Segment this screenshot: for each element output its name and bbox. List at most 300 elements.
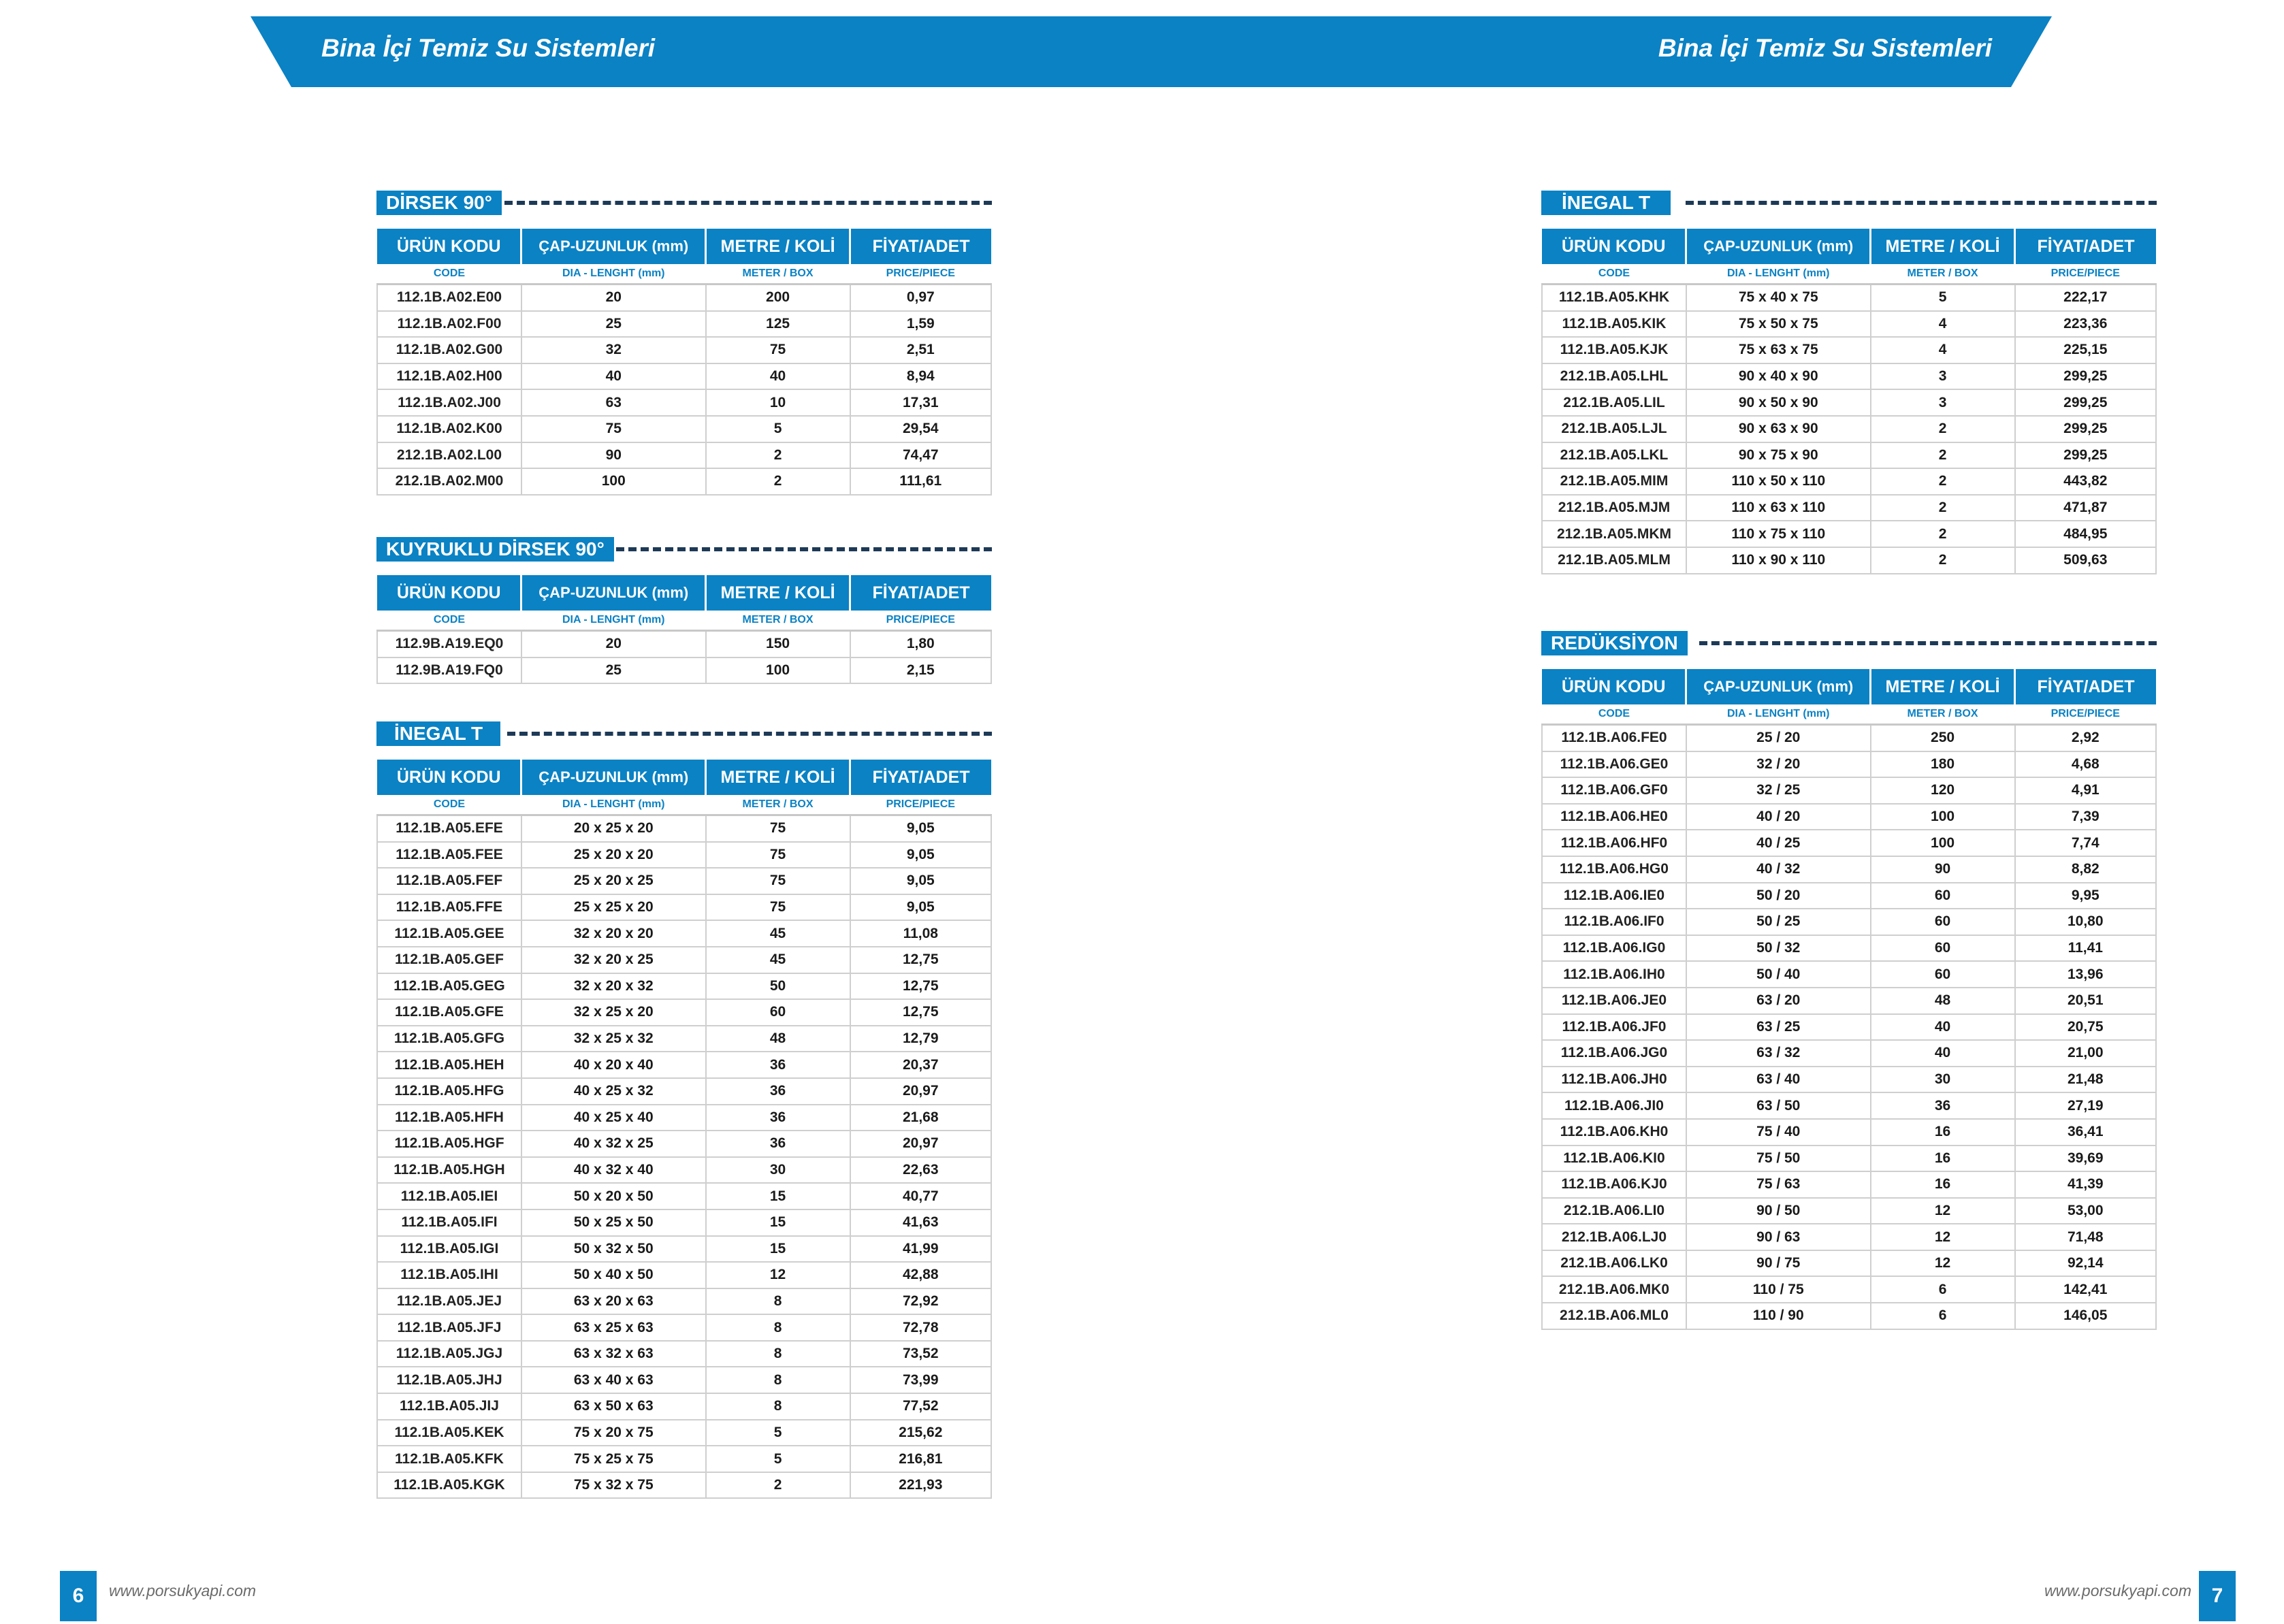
price-cell: 299,25 <box>2015 416 2156 442</box>
product-code-cell: 112.1B.A06.JI0 <box>1542 1092 1686 1119</box>
price-cell: 20,51 <box>2015 988 2156 1014</box>
price-cell: 41,99 <box>850 1236 991 1263</box>
table-row <box>1542 725 2156 751</box>
quantity-cell: 8 <box>706 1393 850 1420</box>
product-code-cell: 112.1B.A06.GF0 <box>1542 777 1686 804</box>
product-code-cell: 112.1B.A05.GFG <box>377 1026 521 1052</box>
table-row <box>377 894 991 921</box>
column-header: FİYAT/ADET <box>2015 669 2156 704</box>
dimension-cell: 63 x 40 x 63 <box>521 1367 706 1393</box>
table-row <box>1542 337 2156 363</box>
table-header-row <box>1542 669 2156 704</box>
table-row <box>377 1105 991 1131</box>
dimension-cell: 50 x 32 x 50 <box>521 1236 706 1263</box>
product-code-cell: 112.1B.A05.IEI <box>377 1183 521 1209</box>
table-row <box>377 1183 991 1209</box>
product-code-cell: 212.1B.A05.LIL <box>1542 389 1686 416</box>
dimension-cell: 90 x 40 x 90 <box>1686 363 1871 390</box>
column-header: FİYAT/ADET <box>850 575 991 611</box>
price-table <box>376 760 992 1499</box>
quantity-cell: 8 <box>706 1314 850 1341</box>
table-row <box>1542 883 2156 909</box>
dimension-cell: 25 x 20 x 20 <box>521 842 706 868</box>
column-header: ÜRÜN KODU <box>377 575 521 611</box>
table-row <box>377 1341 991 1367</box>
dimension-cell: 32 x 20 x 20 <box>521 920 706 947</box>
column-subheader: METER / BOX <box>706 795 850 815</box>
price-cell: 73,52 <box>850 1341 991 1367</box>
product-code-cell: 112.1B.A02.F00 <box>377 311 521 338</box>
price-cell: 471,87 <box>2015 495 2156 521</box>
website-link-left[interactable]: www.porsukyapi.com <box>109 1582 257 1599</box>
dimension-cell: 110 x 90 x 110 <box>1686 547 1871 574</box>
dimension-cell: 110 / 90 <box>1686 1303 1871 1329</box>
price-cell: 10,80 <box>2015 909 2156 935</box>
price-cell: 11,41 <box>2015 935 2156 962</box>
product-code-cell: 112.1B.A05.KFK <box>377 1446 521 1472</box>
price-cell: 299,25 <box>2015 442 2156 469</box>
website-link-right[interactable]: www.porsukyapi.com <box>2044 1582 2191 1599</box>
quantity-cell: 50 <box>706 973 850 1000</box>
product-code-cell: 112.1B.A05.KGK <box>377 1472 521 1499</box>
quantity-cell: 36 <box>706 1105 850 1131</box>
quantity-cell: 5 <box>1871 285 2015 311</box>
table-row <box>1542 285 2156 311</box>
column-header: FİYAT/ADET <box>850 229 991 264</box>
table-row <box>1542 935 2156 962</box>
product-code-cell: 212.1B.A05.MJM <box>1542 495 1686 521</box>
quantity-cell: 8 <box>706 1288 850 1315</box>
table-header-row <box>377 760 991 795</box>
dimension-cell: 110 / 75 <box>1686 1276 1871 1303</box>
column-header: FİYAT/ADET <box>850 760 991 795</box>
quantity-cell: 75 <box>706 894 850 921</box>
product-code-cell: 112.1B.A06.IH0 <box>1542 961 1686 988</box>
section-divider <box>1699 641 2157 645</box>
table-header-row <box>1542 229 2156 264</box>
quantity-cell: 2 <box>1871 442 2015 469</box>
quantity-cell: 75 <box>706 815 850 842</box>
quantity-cell: 60 <box>1871 909 2015 935</box>
price-cell: 17,31 <box>850 389 991 416</box>
header-banner <box>251 16 2052 87</box>
table-row <box>377 468 991 495</box>
dimension-cell: 40 / 25 <box>1686 830 1871 856</box>
quantity-cell: 8 <box>706 1341 850 1367</box>
quantity-cell: 8 <box>706 1367 850 1393</box>
price-cell: 2,15 <box>850 657 991 684</box>
product-code-cell: 112.1B.A05.GEE <box>377 920 521 947</box>
quantity-cell: 2 <box>706 442 850 469</box>
price-cell: 299,25 <box>2015 389 2156 416</box>
quantity-cell: 15 <box>706 1209 850 1236</box>
dimension-cell: 63 <box>521 389 706 416</box>
product-code-cell: 112.1B.A05.KJK <box>1542 337 1686 363</box>
column-header: METRE / KOLİ <box>706 229 850 264</box>
quantity-cell: 2 <box>1871 547 2015 574</box>
quantity-cell: 60 <box>1871 883 2015 909</box>
column-subheader: DIA - LENGHT (mm) <box>1686 264 1871 285</box>
quantity-cell: 15 <box>706 1183 850 1209</box>
quantity-cell: 180 <box>1871 751 2015 778</box>
product-code-cell: 112.1B.A06.HF0 <box>1542 830 1686 856</box>
product-code-cell: 212.1B.A06.LI0 <box>1542 1198 1686 1224</box>
quantity-cell: 30 <box>706 1157 850 1184</box>
quantity-cell: 45 <box>706 947 850 973</box>
quantity-cell: 75 <box>706 868 850 894</box>
product-code-cell: 112.1B.A02.G00 <box>377 337 521 363</box>
price-cell: 12,75 <box>850 973 991 1000</box>
section-title: İNEGAL T <box>376 721 500 746</box>
quantity-cell: 2 <box>1871 521 2015 547</box>
column-subheader: CODE <box>1542 704 1686 725</box>
table-subheader-row <box>377 611 991 631</box>
product-code-cell: 112.1B.A05.HFG <box>377 1078 521 1105</box>
table-row <box>377 657 991 684</box>
quantity-cell: 3 <box>1871 363 2015 390</box>
price-cell: 53,00 <box>2015 1198 2156 1224</box>
quantity-cell: 12 <box>1871 1250 2015 1277</box>
table-row <box>377 1052 991 1078</box>
column-subheader: CODE <box>377 611 521 631</box>
column-subheader: PRICE/PIECE <box>850 611 991 631</box>
table-row <box>377 947 991 973</box>
quantity-cell: 2 <box>706 468 850 495</box>
dimension-cell: 32 x 25 x 20 <box>521 999 706 1026</box>
price-cell: 11,08 <box>850 920 991 947</box>
quantity-cell: 100 <box>1871 804 2015 830</box>
column-header: ÜRÜN KODU <box>377 760 521 795</box>
dimension-cell: 40 x 32 x 40 <box>521 1157 706 1184</box>
table-row <box>1542 1303 2156 1329</box>
quantity-cell: 16 <box>1871 1171 2015 1198</box>
quantity-cell: 100 <box>1871 830 2015 856</box>
price-cell: 12,79 <box>850 1026 991 1052</box>
table-row <box>1542 1119 2156 1146</box>
table-row <box>1542 468 2156 495</box>
dimension-cell: 32 / 20 <box>1686 751 1871 778</box>
column-header: FİYAT/ADET <box>2015 229 2156 264</box>
column-subheader: METER / BOX <box>1871 264 2015 285</box>
quantity-cell: 2 <box>1871 495 2015 521</box>
product-code-cell: 112.1B.A05.JFJ <box>377 1314 521 1341</box>
column-subheader: PRICE/PIECE <box>2015 704 2156 725</box>
table-row <box>377 920 991 947</box>
quantity-cell: 15 <box>706 1236 850 1263</box>
dimension-cell: 75 / 40 <box>1686 1119 1871 1146</box>
dimension-cell: 25 <box>521 657 706 684</box>
price-cell: 41,63 <box>850 1209 991 1236</box>
price-cell: 484,95 <box>2015 521 2156 547</box>
table-subheader-row <box>1542 704 2156 725</box>
product-code-cell: 112.1B.A06.IG0 <box>1542 935 1686 962</box>
dimension-cell: 40 x 25 x 32 <box>521 1078 706 1105</box>
price-cell: 72,78 <box>850 1314 991 1341</box>
quantity-cell: 12 <box>1871 1198 2015 1224</box>
quantity-cell: 16 <box>1871 1146 2015 1172</box>
table-row <box>377 842 991 868</box>
dimension-cell: 90 <box>521 442 706 469</box>
price-table <box>1541 669 2157 1330</box>
product-code-cell: 212.1B.A05.MIM <box>1542 468 1686 495</box>
quantity-cell: 5 <box>706 1446 850 1472</box>
product-code-cell: 112.1B.A05.HGF <box>377 1131 521 1157</box>
dimension-cell: 32 x 20 x 32 <box>521 973 706 1000</box>
dimension-cell: 32 <box>521 337 706 363</box>
section-divider <box>616 547 992 551</box>
section-header <box>376 537 992 562</box>
quantity-cell: 60 <box>1871 961 2015 988</box>
dimension-cell: 63 / 25 <box>1686 1014 1871 1041</box>
table-row <box>377 1131 991 1157</box>
dimension-cell: 63 / 32 <box>1686 1040 1871 1067</box>
dimension-cell: 75 / 50 <box>1686 1146 1871 1172</box>
product-code-cell: 112.1B.A05.KHK <box>1542 285 1686 311</box>
quantity-cell: 200 <box>706 285 850 311</box>
price-cell: 9,95 <box>2015 883 2156 909</box>
quantity-cell: 36 <box>1871 1092 2015 1119</box>
section-title: DİRSEK 90° <box>376 191 502 215</box>
product-code-cell: 112.1B.A05.KIK <box>1542 311 1686 338</box>
product-code-cell: 212.1B.A05.MKM <box>1542 521 1686 547</box>
dimension-cell: 25 <box>521 311 706 338</box>
price-cell: 0,97 <box>850 285 991 311</box>
section-kuyruklu-dirsek-90 <box>376 537 992 684</box>
product-code-cell: 112.1B.A06.JE0 <box>1542 988 1686 1014</box>
quantity-cell: 2 <box>1871 416 2015 442</box>
column-subheader: METER / BOX <box>1871 704 2015 725</box>
table-row <box>1542 751 2156 778</box>
dimension-cell: 75 x 20 x 75 <box>521 1420 706 1446</box>
price-cell: 7,74 <box>2015 830 2156 856</box>
price-cell: 21,48 <box>2015 1067 2156 1093</box>
product-code-cell: 212.1B.A05.MLM <box>1542 547 1686 574</box>
price-cell: 8,94 <box>850 363 991 390</box>
price-cell: 9,05 <box>850 815 991 842</box>
quantity-cell: 150 <box>706 631 850 657</box>
table-row <box>1542 311 2156 338</box>
table-row <box>1542 416 2156 442</box>
quantity-cell: 120 <box>1871 777 2015 804</box>
price-cell: 222,17 <box>2015 285 2156 311</box>
quantity-cell: 4 <box>1871 337 2015 363</box>
table-row <box>377 1262 991 1288</box>
quantity-cell: 5 <box>706 416 850 442</box>
quantity-cell: 12 <box>1871 1224 2015 1250</box>
section-title: REDÜKSİYON <box>1541 631 1688 655</box>
table-row <box>1542 909 2156 935</box>
column-subheader: PRICE/PIECE <box>2015 264 2156 285</box>
product-code-cell: 112.1B.A06.JG0 <box>1542 1040 1686 1067</box>
price-cell: 77,52 <box>850 1393 991 1420</box>
dimension-cell: 63 x 20 x 63 <box>521 1288 706 1315</box>
table-row <box>377 285 991 311</box>
quantity-cell: 125 <box>706 311 850 338</box>
column-header: ÇAP-UZUNLUK (mm) <box>521 760 706 795</box>
column-subheader: DIA - LENGHT (mm) <box>1686 704 1871 725</box>
table-row <box>1542 988 2156 1014</box>
dimension-cell: 20 <box>521 631 706 657</box>
product-code-cell: 112.1B.A05.EFE <box>377 815 521 842</box>
price-cell: 42,88 <box>850 1262 991 1288</box>
section-inegal-t-left <box>376 721 992 1499</box>
product-code-cell: 212.1B.A06.LK0 <box>1542 1250 1686 1277</box>
table-row <box>377 363 991 390</box>
price-cell: 9,05 <box>850 894 991 921</box>
section-inegal-t-right <box>1541 191 2157 574</box>
section-divider <box>1686 201 2157 205</box>
product-code-cell: 112.1B.A05.GEG <box>377 973 521 1000</box>
price-cell: 215,62 <box>850 1420 991 1446</box>
quantity-cell: 40 <box>1871 1014 2015 1041</box>
product-code-cell: 112.1B.A05.GFE <box>377 999 521 1026</box>
quantity-cell: 40 <box>706 363 850 390</box>
table-row <box>377 1446 991 1472</box>
dimension-cell: 90 x 63 x 90 <box>1686 416 1871 442</box>
quantity-cell: 10 <box>706 389 850 416</box>
dimension-cell: 32 / 25 <box>1686 777 1871 804</box>
table-row <box>377 1157 991 1184</box>
quantity-cell: 6 <box>1871 1303 2015 1329</box>
price-cell: 21,68 <box>850 1105 991 1131</box>
column-subheader: METER / BOX <box>706 264 850 285</box>
table-row <box>377 442 991 469</box>
table-row <box>377 1026 991 1052</box>
dimension-cell: 75 x 63 x 75 <box>1686 337 1871 363</box>
table-row <box>1542 442 2156 469</box>
price-cell: 92,14 <box>2015 1250 2156 1277</box>
dimension-cell: 50 / 20 <box>1686 883 1871 909</box>
dimension-cell: 20 <box>521 285 706 311</box>
table-row <box>377 389 991 416</box>
dimension-cell: 50 x 25 x 50 <box>521 1209 706 1236</box>
price-cell: 142,41 <box>2015 1276 2156 1303</box>
dimension-cell: 75 x 25 x 75 <box>521 1446 706 1472</box>
price-cell: 29,54 <box>850 416 991 442</box>
table-row <box>1542 1092 2156 1119</box>
table-subheader-row <box>377 264 991 285</box>
section-divider <box>507 732 992 736</box>
dimension-cell: 75 x 32 x 75 <box>521 1472 706 1499</box>
price-cell: 72,92 <box>850 1288 991 1315</box>
price-cell: 20,97 <box>850 1078 991 1105</box>
product-code-cell: 112.1B.A06.KH0 <box>1542 1119 1686 1146</box>
price-cell: 73,99 <box>850 1367 991 1393</box>
product-code-cell: 112.1B.A06.JF0 <box>1542 1014 1686 1041</box>
table-row <box>1542 1276 2156 1303</box>
dimension-cell: 63 / 40 <box>1686 1067 1871 1093</box>
price-cell: 1,59 <box>850 311 991 338</box>
column-header: ÇAP-UZUNLUK (mm) <box>521 575 706 611</box>
table-row <box>1542 1067 2156 1093</box>
product-code-cell: 112.1B.A02.H00 <box>377 363 521 390</box>
column-subheader: PRICE/PIECE <box>850 795 991 815</box>
table-row <box>1542 1198 2156 1224</box>
dimension-cell: 50 x 40 x 50 <box>521 1262 706 1288</box>
dimension-cell: 40 / 32 <box>1686 856 1871 883</box>
table-row <box>1542 495 2156 521</box>
quantity-cell: 60 <box>1871 935 2015 962</box>
section-header <box>376 191 992 215</box>
dimension-cell: 40 x 20 x 40 <box>521 1052 706 1078</box>
table-row <box>1542 1014 2156 1041</box>
price-cell: 39,69 <box>2015 1146 2156 1172</box>
dimension-cell: 90 / 75 <box>1686 1250 1871 1277</box>
dimension-cell: 75 / 63 <box>1686 1171 1871 1198</box>
product-code-cell: 112.9B.A19.FQ0 <box>377 657 521 684</box>
table-subheader-row <box>1542 264 2156 285</box>
price-cell: 221,93 <box>850 1472 991 1499</box>
price-cell: 41,39 <box>2015 1171 2156 1198</box>
table-row <box>377 1420 991 1446</box>
dimension-cell: 90 / 50 <box>1686 1198 1871 1224</box>
price-cell: 1,80 <box>850 631 991 657</box>
dimension-cell: 63 / 20 <box>1686 988 1871 1014</box>
table-row <box>1542 389 2156 416</box>
price-cell: 225,15 <box>2015 337 2156 363</box>
dimension-cell: 40 / 20 <box>1686 804 1871 830</box>
product-code-cell: 212.1B.A05.LKL <box>1542 442 1686 469</box>
product-code-cell: 212.1B.A05.LJL <box>1542 416 1686 442</box>
product-code-cell: 112.1B.A06.HE0 <box>1542 804 1686 830</box>
price-cell: 9,05 <box>850 842 991 868</box>
price-cell: 443,82 <box>2015 468 2156 495</box>
price-cell: 74,47 <box>850 442 991 469</box>
dimension-cell: 110 x 50 x 110 <box>1686 468 1871 495</box>
product-code-cell: 212.1B.A02.M00 <box>377 468 521 495</box>
dimension-cell: 25 x 25 x 20 <box>521 894 706 921</box>
price-table <box>376 575 992 684</box>
dimension-cell: 40 <box>521 363 706 390</box>
column-subheader: PRICE/PIECE <box>850 264 991 285</box>
dimension-cell: 90 x 50 x 90 <box>1686 389 1871 416</box>
dimension-cell: 25 / 20 <box>1686 725 1871 751</box>
section-title: İNEGAL T <box>1541 191 1671 215</box>
section-header <box>1541 191 2157 215</box>
column-header: METRE / KOLİ <box>706 575 850 611</box>
price-cell: 12,75 <box>850 947 991 973</box>
quantity-cell: 2 <box>706 1472 850 1499</box>
product-code-cell: 112.1B.A05.GEF <box>377 947 521 973</box>
column-subheader: CODE <box>1542 264 1686 285</box>
dimension-cell: 75 <box>521 416 706 442</box>
price-cell: 20,97 <box>850 1131 991 1157</box>
price-cell: 12,75 <box>850 999 991 1026</box>
table-row <box>1542 547 2156 574</box>
price-cell: 4,91 <box>2015 777 2156 804</box>
table-row <box>1542 1171 2156 1198</box>
product-code-cell: 112.1B.A06.GE0 <box>1542 751 1686 778</box>
price-cell: 13,96 <box>2015 961 2156 988</box>
quantity-cell: 36 <box>706 1052 850 1078</box>
product-code-cell: 112.1B.A06.KI0 <box>1542 1146 1686 1172</box>
table-row <box>1542 830 2156 856</box>
column-subheader: CODE <box>377 795 521 815</box>
table-row <box>377 868 991 894</box>
dimension-cell: 50 / 40 <box>1686 961 1871 988</box>
quantity-cell: 48 <box>1871 988 2015 1014</box>
dimension-cell: 20 x 25 x 20 <box>521 815 706 842</box>
dimension-cell: 63 / 50 <box>1686 1092 1871 1119</box>
column-subheader: METER / BOX <box>706 611 850 631</box>
product-code-cell: 112.1B.A02.E00 <box>377 285 521 311</box>
section-dirsek-90 <box>376 191 992 496</box>
quantity-cell: 4 <box>1871 311 2015 338</box>
column-subheader: DIA - LENGHT (mm) <box>521 611 706 631</box>
table-row <box>377 416 991 442</box>
table-row <box>1542 1040 2156 1067</box>
table-row <box>377 1236 991 1263</box>
